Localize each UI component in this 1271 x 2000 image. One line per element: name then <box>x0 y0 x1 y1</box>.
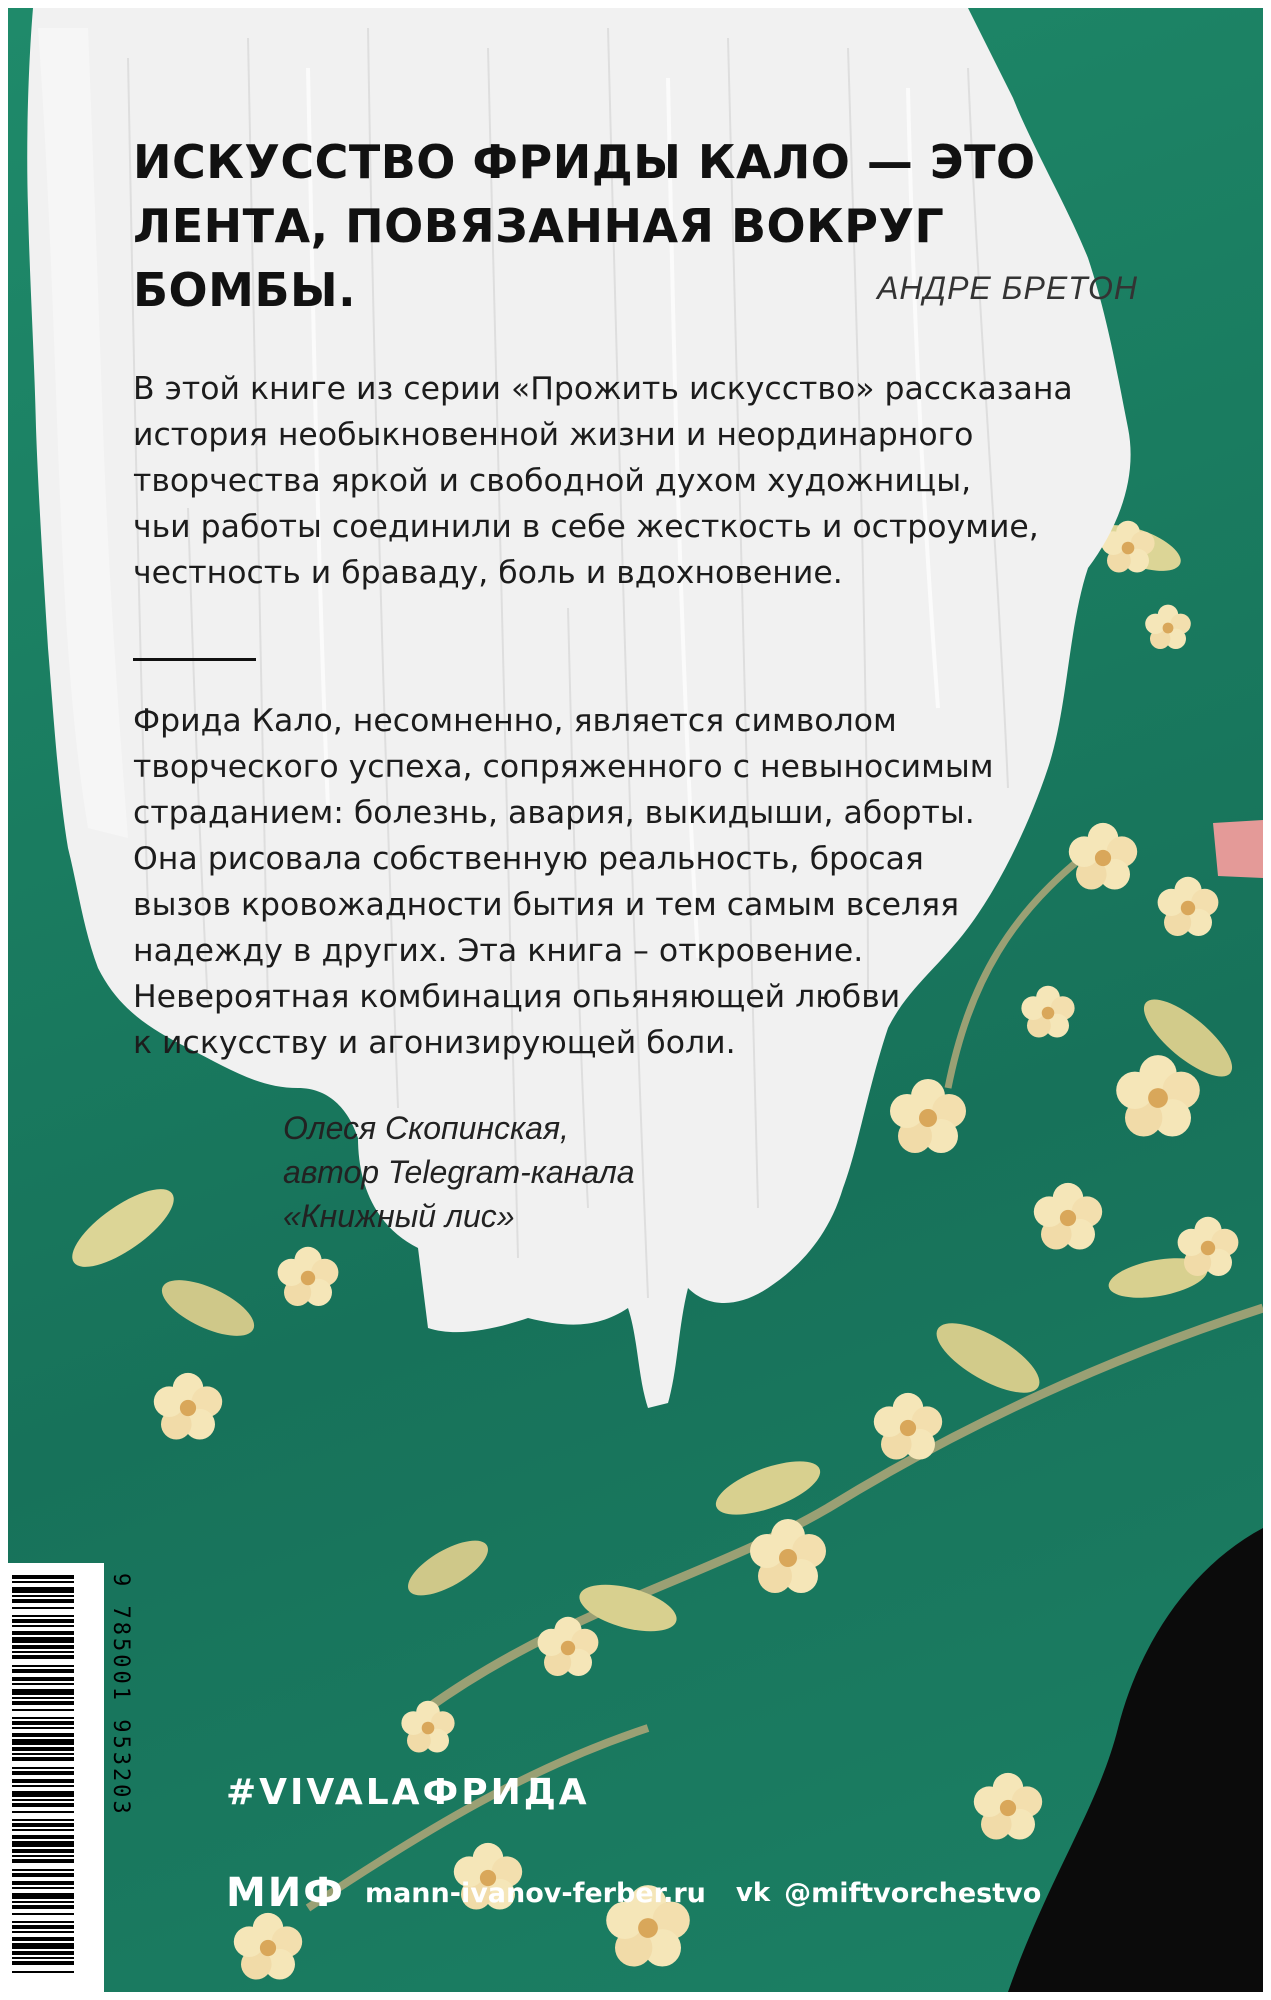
barcode-bar <box>12 1651 74 1653</box>
barcode-digits: 9 785001 953203 <box>108 1573 133 1817</box>
barcode-bar <box>12 1637 74 1643</box>
barcode-bar <box>12 1869 74 1871</box>
publisher-website[interactable]: mann-ivanov-ferber.ru <box>364 1877 706 1909</box>
book-description <box>133 366 1143 596</box>
description-line: В этой книге из серии «Прожить искусство» рассказана <box>133 371 1073 407</box>
barcode-bar <box>12 1619 74 1623</box>
barcode-bar <box>12 1631 74 1635</box>
barcode-bar <box>12 1841 74 1847</box>
barcode-bar <box>12 1957 74 1959</box>
review-line: Она рисовала собственную реальность, бросая <box>133 841 924 877</box>
description-line: творчества яркой и свободной духом художницы, <box>133 463 972 499</box>
barcode-bar <box>12 1937 74 1941</box>
barcode-bar <box>12 1587 74 1593</box>
barcode-bar <box>12 1677 74 1681</box>
barcode-bar <box>12 1905 74 1909</box>
barcode-bar <box>12 1727 74 1729</box>
quote-line: ЛЕНТА, ПОВЯЗАННАЯ ВОКРУГ БОМБЫ. <box>133 199 945 317</box>
barcode-bar <box>12 1717 74 1719</box>
barcode-bar <box>12 1859 74 1863</box>
review-author <box>283 1106 803 1238</box>
barcode-bar <box>12 1771 74 1775</box>
barcode-bar <box>12 1665 74 1667</box>
barcode-bar <box>12 1615 74 1617</box>
publisher-footer <box>226 1863 1041 1923</box>
publisher-logo: МИФ <box>226 1870 345 1916</box>
hashtag: #VIVALAФРИДА <box>226 1772 590 1813</box>
barcode-bar <box>12 1931 74 1933</box>
barcode-bar <box>12 1803 74 1807</box>
quote-author: АНДРЕ БРЕТОН <box>877 270 1138 306</box>
barcode-bar <box>12 1921 74 1923</box>
barcode-bar <box>12 1655 74 1659</box>
section-divider <box>133 658 256 661</box>
barcode-bar <box>12 1779 74 1783</box>
barcode-bar <box>12 1581 74 1583</box>
barcode-bar <box>12 1901 74 1903</box>
barcode-bar <box>12 1971 74 1973</box>
review-line: творческого успеха, сопряженного с невыносимым <box>133 749 994 785</box>
barcode-bar <box>12 1599 74 1603</box>
barcode-bar <box>12 1799 74 1801</box>
barcode-bar <box>12 1881 74 1885</box>
barcode-bar <box>12 1961 74 1965</box>
barcode-bar <box>12 1925 74 1929</box>
barcode-bar <box>12 1819 74 1821</box>
barcode-bar <box>12 1823 74 1827</box>
vk-icon[interactable]: vk <box>735 1878 771 1908</box>
barcode <box>8 1563 104 1992</box>
barcode-bar <box>12 1669 74 1673</box>
barcode-bar <box>12 1855 74 1857</box>
review-author-line: автор Telegram-канала <box>283 1154 635 1190</box>
barcode-bar <box>12 1951 74 1955</box>
description-line: чьи работы соединили в себе жесткость и остроумие, <box>133 509 1039 545</box>
barcode-bar <box>12 1753 74 1755</box>
barcode-bar <box>12 1595 74 1597</box>
barcode-bar <box>12 1733 74 1737</box>
social-handle[interactable]: @miftvorchestvo <box>784 1877 1042 1909</box>
barcode-bar <box>12 1709 74 1711</box>
review-line: страданием: болезнь, авария, выкидыши, аборты. <box>133 795 975 831</box>
barcode-bar <box>12 1625 74 1627</box>
barcode-bar <box>12 1575 74 1579</box>
review-line: Невероятная комбинация опьяняющей любви <box>133 979 901 1015</box>
barcode-bar <box>12 1767 74 1769</box>
barcode-bar <box>12 1645 74 1649</box>
review-line: вызов кровожадности бытия и тем самым вселяя <box>133 887 960 923</box>
barcode-bar <box>12 1689 74 1695</box>
review-line: Фрида Кало, несомненно, является символом <box>133 703 897 739</box>
review-line: надежду в других. Эта книга – откровение. <box>133 933 864 969</box>
book-back-cover <box>8 8 1263 1992</box>
barcode-bar <box>12 1785 74 1787</box>
quote-line: ИСКУССТВО ФРИДЫ КАЛО — ЭТО <box>133 135 1036 189</box>
barcode-bar <box>12 1697 74 1699</box>
barcode-bar <box>12 1811 74 1813</box>
review-author-line: Олеся Скопинская, <box>283 1110 569 1146</box>
barcode-bar <box>12 1701 74 1705</box>
barcode-bar <box>12 1849 74 1853</box>
barcode-bar <box>12 1913 74 1915</box>
barcode-bar <box>12 1887 74 1889</box>
barcode-bar <box>12 1607 74 1609</box>
barcode-bar <box>12 1829 74 1831</box>
barcode-bar <box>12 1943 74 1949</box>
review-line: к искусству и агонизирующей боли. <box>133 1025 736 1061</box>
barcode-bar <box>12 1835 74 1839</box>
barcode-bar <box>12 1873 74 1877</box>
review-author-line: «Книжный лис» <box>283 1198 515 1234</box>
barcode-bars <box>12 1575 74 1975</box>
barcode-bar <box>12 1739 74 1745</box>
description-line: честность и браваду, боль и вдохновение. <box>133 555 843 591</box>
barcode-bar <box>12 1747 74 1751</box>
barcode-bar <box>12 1683 74 1685</box>
barcode-bar <box>12 1721 74 1725</box>
barcode-bar <box>12 1757 74 1761</box>
barcode-bar <box>12 1893 74 1899</box>
review-text <box>133 698 1133 1066</box>
description-line: история необыкновенной жизни и неординарного <box>133 417 974 453</box>
barcode-bar <box>12 1791 74 1797</box>
